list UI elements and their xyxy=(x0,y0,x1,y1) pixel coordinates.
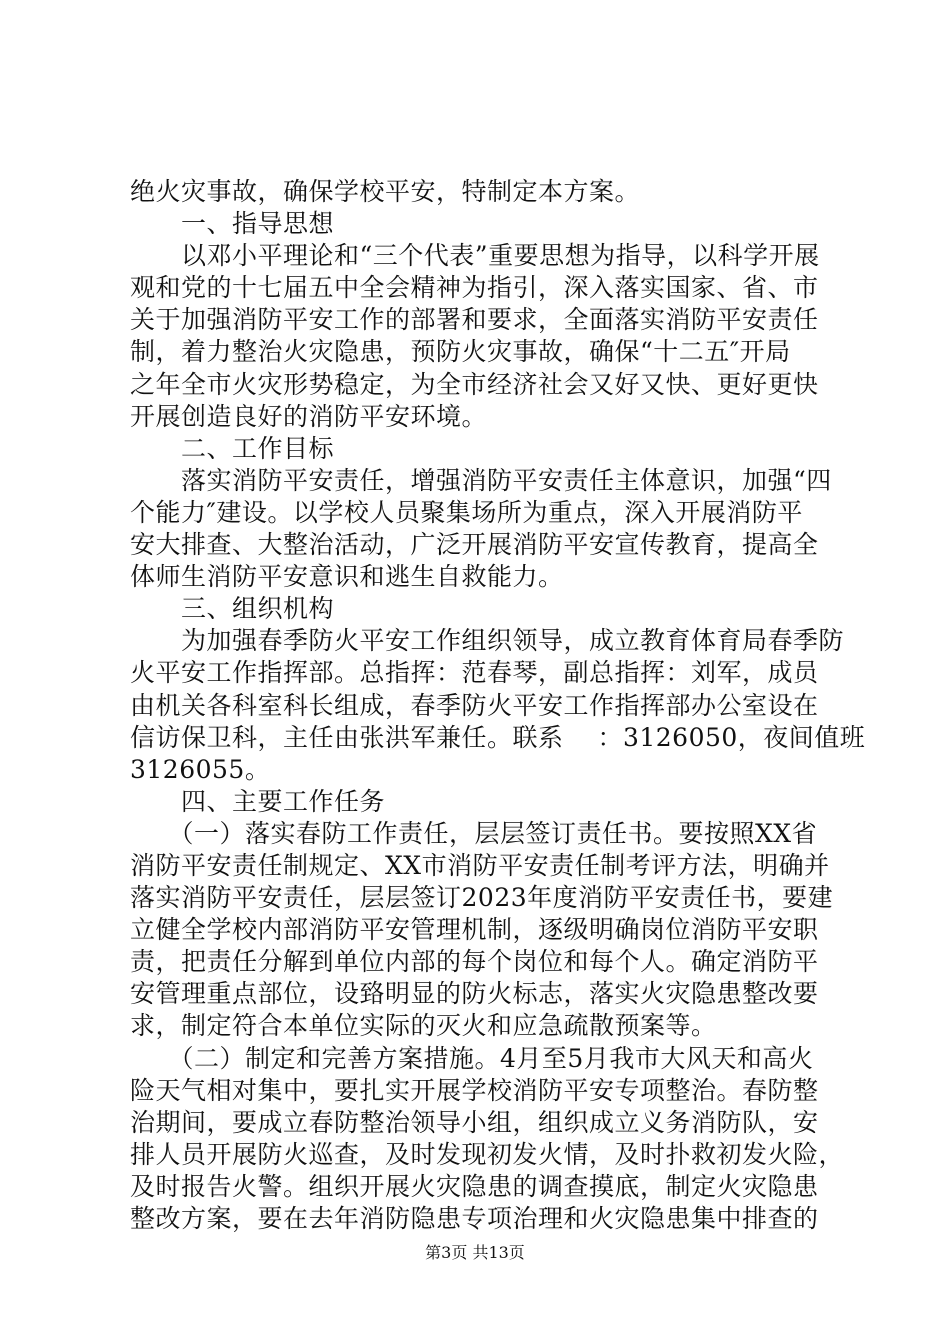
text-line: 三、组织机构 xyxy=(130,594,335,624)
text-line: 及时报告火警。组织开展火灾隐患的调查摸底，制定火灾隐患 xyxy=(130,1171,819,1201)
document-body xyxy=(130,176,866,1235)
text-line: 个能力″建设。以学校人员聚集场所为重点，深入开展消防平 xyxy=(130,497,803,527)
text-line: 开展创造良好的消防平安环境。 xyxy=(130,401,488,431)
text-line: 安大排查、大整治活动，广泛开展消防平安宣传教育，提高全 xyxy=(130,530,819,560)
text-line: 险天气相对集中，要扎实开展学校消防平安专项整治。春防整 xyxy=(130,1075,819,1105)
text-line: 责，把责任分解到单位内部的每个岗位和每个人。确定消防平 xyxy=(130,947,819,977)
text-line: 立健全学校内部消防平安管理机制，逐级明确岗位消防平安职 xyxy=(130,915,819,945)
text-line: 观和党的十七届五中全会精神为指引，深入落实国家、省、市 xyxy=(130,273,819,303)
text-line: 以邓小平理论和“三个代表”重要思想为指导，以科学开展 xyxy=(130,241,820,271)
text-line: 排人员开展防火巡查，及时发现初发火情，及时扑救初发火险， xyxy=(130,1139,845,1169)
text-line: 消防平安责任制规定、XX市消防平安责任制考评方法，明确并 xyxy=(130,850,830,880)
text-line: 制，着力整治火灾隐患，预防火灾事故，确保“十二五″开局 xyxy=(130,337,791,367)
text-line: 落实消防平安责任，增强消防平安责任主体意识，加强“四 xyxy=(130,465,832,495)
text-line: 落实消防平安责任，层层签订2023年度消防平安责任书，要建 xyxy=(130,883,834,913)
text-line: 火平安工作指挥部。总指挥：范春琴，副总指挥：刘军，成员 xyxy=(130,658,819,688)
text-line: 一、指导思想 xyxy=(130,209,335,239)
page-footer: 第3页 共13页 xyxy=(425,1243,525,1262)
text-line: 整改方案，要在去年消防隐患专项治理和火灾隐患集中排查的 xyxy=(130,1204,819,1233)
text-line: 体师生消防平安意识和逃生自救能力。 xyxy=(130,562,564,592)
text-line: 安管理重点部位，设臵明显的防火标志，落实火灾隐患整改要 xyxy=(130,979,819,1009)
text-line: 3126055。 xyxy=(130,754,271,784)
text-line: 四、主要工作任务 xyxy=(130,786,386,816)
text-line: 为加强春季防火平安工作组织领导，成立教育体育局春季防 xyxy=(130,626,845,656)
text-line: 之年全市火灾形势稳定，为全市经济社会又好又快、更好更快 xyxy=(130,369,819,399)
text-line: 关于加强消防平安工作的部署和要求，全面落实消防平安责任 xyxy=(130,305,819,335)
text-line: 由机关各科室科长组成，春季防火平安工作指挥部办公室设在 xyxy=(130,690,819,720)
text-line: 求，制定符合本单位实际的灭火和应急疏散预案等。 xyxy=(130,1011,717,1041)
text-line: 治期间，要成立春防整治领导小组，组织成立义务消防队，安 xyxy=(130,1107,819,1137)
text-line: 二、工作目标 xyxy=(130,433,335,463)
text-line: （一）落实春防工作责任，层层签订责任书。要按照XX省 xyxy=(130,818,818,848)
text-line: 信访保卫科，主任由张洪军兼任。联系 ：3126050，夜间值班 xyxy=(130,722,866,752)
text-line: 绝火灾事故，确保学校平安，特制定本方案。 xyxy=(130,177,641,206)
text-line: （二）制定和完善方案措施。4月至5月我市大风天和高火 xyxy=(130,1043,814,1073)
